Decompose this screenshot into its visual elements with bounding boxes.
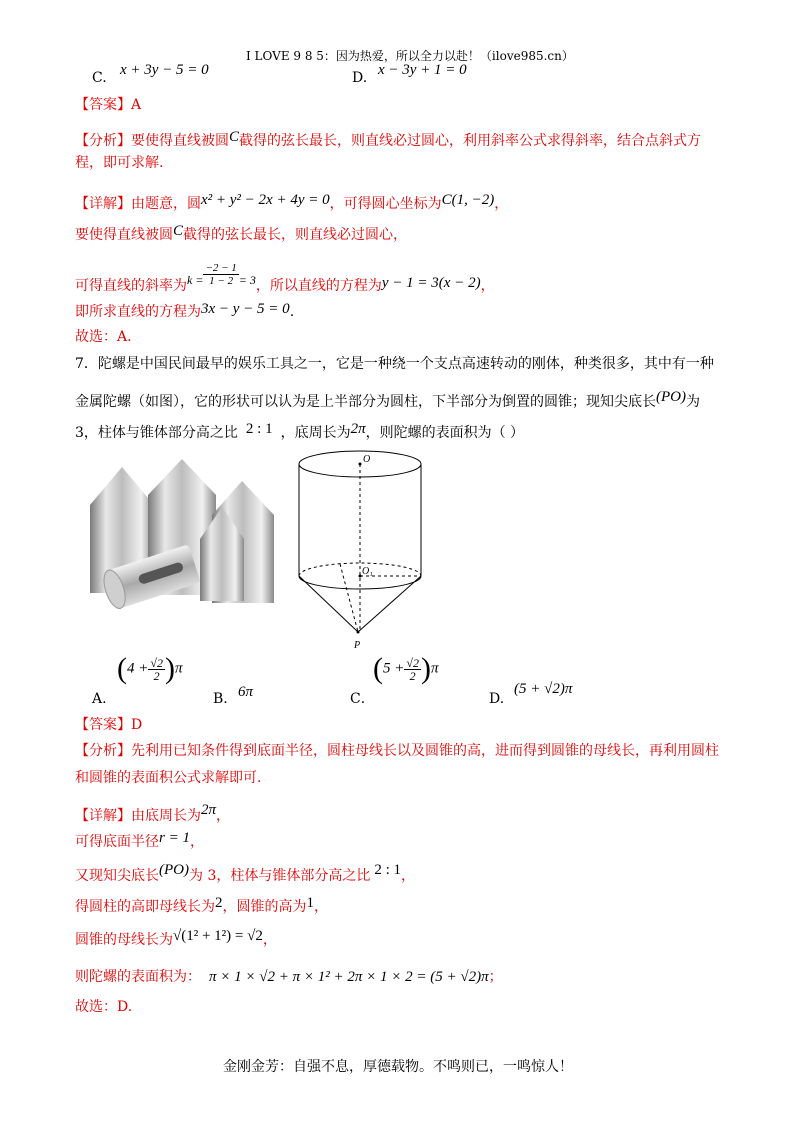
q7-detail-line1 bbox=[75, 800, 230, 826]
q7-stem-line2-a: 金属陀螺（如图），它的形状可以认为是上半部分为圆柱，下半部分为倒置的圆锥；现知尖底长 bbox=[75, 394, 656, 410]
label-o1: O₁ bbox=[362, 566, 373, 577]
q6-line-equation: y − 1 = 3(x − 2) bbox=[381, 275, 481, 291]
q6-analysis-a: 要使得直线被圆 bbox=[131, 133, 229, 149]
q7-option-b: 6π bbox=[238, 684, 254, 700]
q7-stem-line3 bbox=[75, 419, 524, 443]
prev-option-c-label: C. bbox=[92, 70, 107, 86]
q7-analysis-line2: 和圆锥的表面积公式求解即可. bbox=[75, 770, 262, 786]
q6-circle-equation: x² + y² − 2x + 4y = 0 bbox=[201, 192, 330, 208]
metal-tops-photo bbox=[82, 455, 282, 610]
q6-line2-b: 截得的弦长最长，则直线必过圆心， bbox=[183, 227, 408, 243]
q6-detail-c: ， bbox=[494, 196, 509, 212]
q7-answer: 【答案】D bbox=[75, 717, 143, 733]
q7-option-c-frac bbox=[404, 657, 421, 682]
top-geometry-figure bbox=[290, 446, 430, 656]
q7-d2-b: ， bbox=[189, 834, 204, 850]
q7-d1-expr: 2π bbox=[201, 802, 217, 818]
q7-option-c-num: √2 bbox=[406, 655, 419, 670]
q7-detail-line3 bbox=[75, 860, 415, 886]
q7-option-a: (4 + $\frac{√2}{2}$ )π bbox=[117, 652, 183, 685]
q7-d5-a: 圆锥的母线长为 bbox=[75, 932, 173, 948]
label-o: O bbox=[363, 454, 371, 465]
q7-d3-a: 又现知尖底长 bbox=[75, 868, 159, 884]
q7-d6-a: 则陀螺的表面积为： bbox=[75, 969, 201, 985]
q7-detail-line5 bbox=[75, 926, 277, 950]
q6-line4-b: . bbox=[289, 304, 295, 320]
q6-analysis-line2: 程，即可求解. bbox=[75, 155, 164, 171]
q7-option-c-den: 2 bbox=[409, 668, 416, 683]
q7-option-d-label: D. bbox=[489, 691, 505, 707]
label-p: P bbox=[354, 640, 361, 651]
q6-line2-circle: C bbox=[173, 223, 184, 239]
page-footer: 金刚金芳：自强不息，厚德载物。不鸣则已，一鸣惊人！ bbox=[223, 1059, 573, 1075]
q6-detail-line1 bbox=[75, 190, 508, 214]
q6-answer: 【答案】A bbox=[75, 97, 142, 113]
q7-option-a-label: A. bbox=[92, 691, 107, 707]
q7-option-a-pi: π bbox=[174, 660, 183, 677]
q7-stem-circumference: 2π bbox=[350, 421, 366, 437]
q7-detail-tag: 【详解】 bbox=[75, 808, 131, 824]
q6-slope-fraction bbox=[203, 262, 238, 287]
q7-d2-a: 可得底面半径 bbox=[75, 834, 159, 850]
q7-stem-line3-c: ，则陀螺的表面积为（ ） bbox=[365, 425, 525, 441]
q7-choose: 故选：D. bbox=[75, 999, 133, 1015]
q7-d2-expr: r = 1 bbox=[159, 830, 190, 846]
q6-line3-c: ， bbox=[480, 278, 495, 294]
q7-stem-line3-a: 3，柱体与锥体部分高之比 bbox=[75, 425, 238, 441]
prev-option-c-expr: x + 3y − 5 = 0 bbox=[120, 62, 209, 78]
q7-stem-line3-b: ，底周长为 bbox=[280, 425, 351, 441]
q6-circle-center: C(1, −2) bbox=[441, 192, 495, 208]
q6-line4-a: 即所求直线的方程为 bbox=[75, 304, 201, 320]
q6-analysis bbox=[75, 127, 701, 151]
q7-detail-line6 bbox=[75, 967, 503, 987]
q7-stem-line1: 7．陀螺是中国民间最早的娱乐工具之一，它是一种绕一个支点高速转动的刚体，种类很多，其中有一种 bbox=[75, 356, 714, 372]
q6-analysis-tag: 【分析】 bbox=[75, 133, 131, 149]
q7-analysis-tag: 【分析】 bbox=[75, 743, 131, 759]
page-header: I LOVE 9 8 5：因为热爱，所以全力以赴！（ilove985.cn） bbox=[246, 49, 574, 63]
q7-option-b-label: B. bbox=[213, 691, 228, 707]
q6-slope-num: −2 − 1 bbox=[205, 262, 237, 274]
q7-d4-b: ，圆锥的高为 bbox=[222, 899, 307, 915]
q6-slope-den: 1 − 2 bbox=[209, 275, 234, 287]
q6-detail-line2 bbox=[75, 221, 407, 245]
q7-d5-expr: √(1² + 1²) = √2 bbox=[173, 928, 263, 944]
q7-d3-ratio: 2 : 1 bbox=[374, 862, 402, 878]
q7-detail-line2 bbox=[75, 828, 204, 852]
q7-analysis-line1 bbox=[75, 741, 719, 761]
q6-line3-a: 可得直线的斜率为 bbox=[75, 278, 187, 294]
q7-detail-line4 bbox=[75, 893, 328, 917]
prev-option-d-expr: x − 3y + 1 = 0 bbox=[378, 62, 467, 78]
q6-detail-tag: 【详解】 bbox=[75, 196, 131, 212]
q7-d4-a: 得圆柱的高即母线长为 bbox=[75, 899, 215, 915]
q7-option-c-pi: π bbox=[430, 660, 439, 677]
q6-analysis-circle: C bbox=[229, 129, 240, 145]
q7-d3-c: ， bbox=[401, 868, 416, 884]
q7-d4-cone-height: 1 bbox=[306, 895, 314, 911]
q7-d1-a: 由底周长为 bbox=[131, 808, 201, 824]
q7-d4-d: ， bbox=[314, 899, 328, 915]
q7-stem-line2-b: 为 bbox=[686, 394, 700, 410]
q6-detail-line4 bbox=[75, 299, 294, 322]
q7-analysis-1: 先利用已知条件得到底面半径，圆柱母线长以及圆锥的高，进而得到圆锥的母线长，再利用圆柱 bbox=[131, 743, 719, 759]
q7-option-a-num: √2 bbox=[150, 655, 163, 670]
q7-option-a-frac bbox=[148, 657, 165, 682]
q7-d5-b: ， bbox=[262, 932, 277, 948]
q6-analysis-b: 截得的弦长最长，则直线必过圆心，利用斜率公式求得斜率，结合点斜式方 bbox=[239, 133, 702, 149]
q7-option-a-int: 4 + bbox=[127, 660, 149, 677]
prev-option-d-label: D. bbox=[352, 70, 368, 86]
q7-d6-expr: π × 1 × √2 + π × 1² + 2π × 1 × 2 = (5 + √2)π bbox=[209, 969, 489, 985]
q7-d3-po: (PO) bbox=[159, 862, 189, 878]
q7-d1-b: ， bbox=[216, 808, 231, 824]
q6-detail-b: ，可得圆心坐标为 bbox=[329, 196, 442, 212]
q6-detail-line3 bbox=[75, 262, 495, 296]
q7-stem-po: (PO) bbox=[656, 389, 686, 405]
q7-option-d: (5 + √2)π bbox=[514, 681, 573, 697]
q6-choose: 故选：A. bbox=[75, 329, 132, 345]
q7-option-c-int: 5 + bbox=[383, 660, 405, 677]
q7-d3-b: 为 3，柱体与锥体部分高之比 bbox=[189, 868, 371, 884]
q7-d4-height: 2 bbox=[215, 895, 223, 911]
q6-slope-result: = 3 bbox=[238, 273, 256, 287]
q6-line2-a: 要使得直线被圆 bbox=[75, 227, 173, 243]
q6-detail-a: 由题意，圆 bbox=[131, 196, 201, 212]
q7-stem-ratio: 2 : 1 bbox=[245, 421, 273, 437]
q6-line3-b: ，所以直线的方程为 bbox=[255, 278, 382, 294]
q6-slope-k: k = bbox=[187, 273, 204, 287]
q7-option-a-den: 2 bbox=[153, 668, 160, 683]
q6-final-equation: 3x − y − 5 = 0 bbox=[201, 301, 290, 317]
q7-d6-b: ； bbox=[488, 969, 503, 985]
q7-option-c-label: C． bbox=[350, 691, 375, 707]
q7-option-c: (5 + $\frac{√2}{2}$ )π bbox=[373, 652, 439, 685]
q7-stem-line2 bbox=[75, 387, 700, 412]
